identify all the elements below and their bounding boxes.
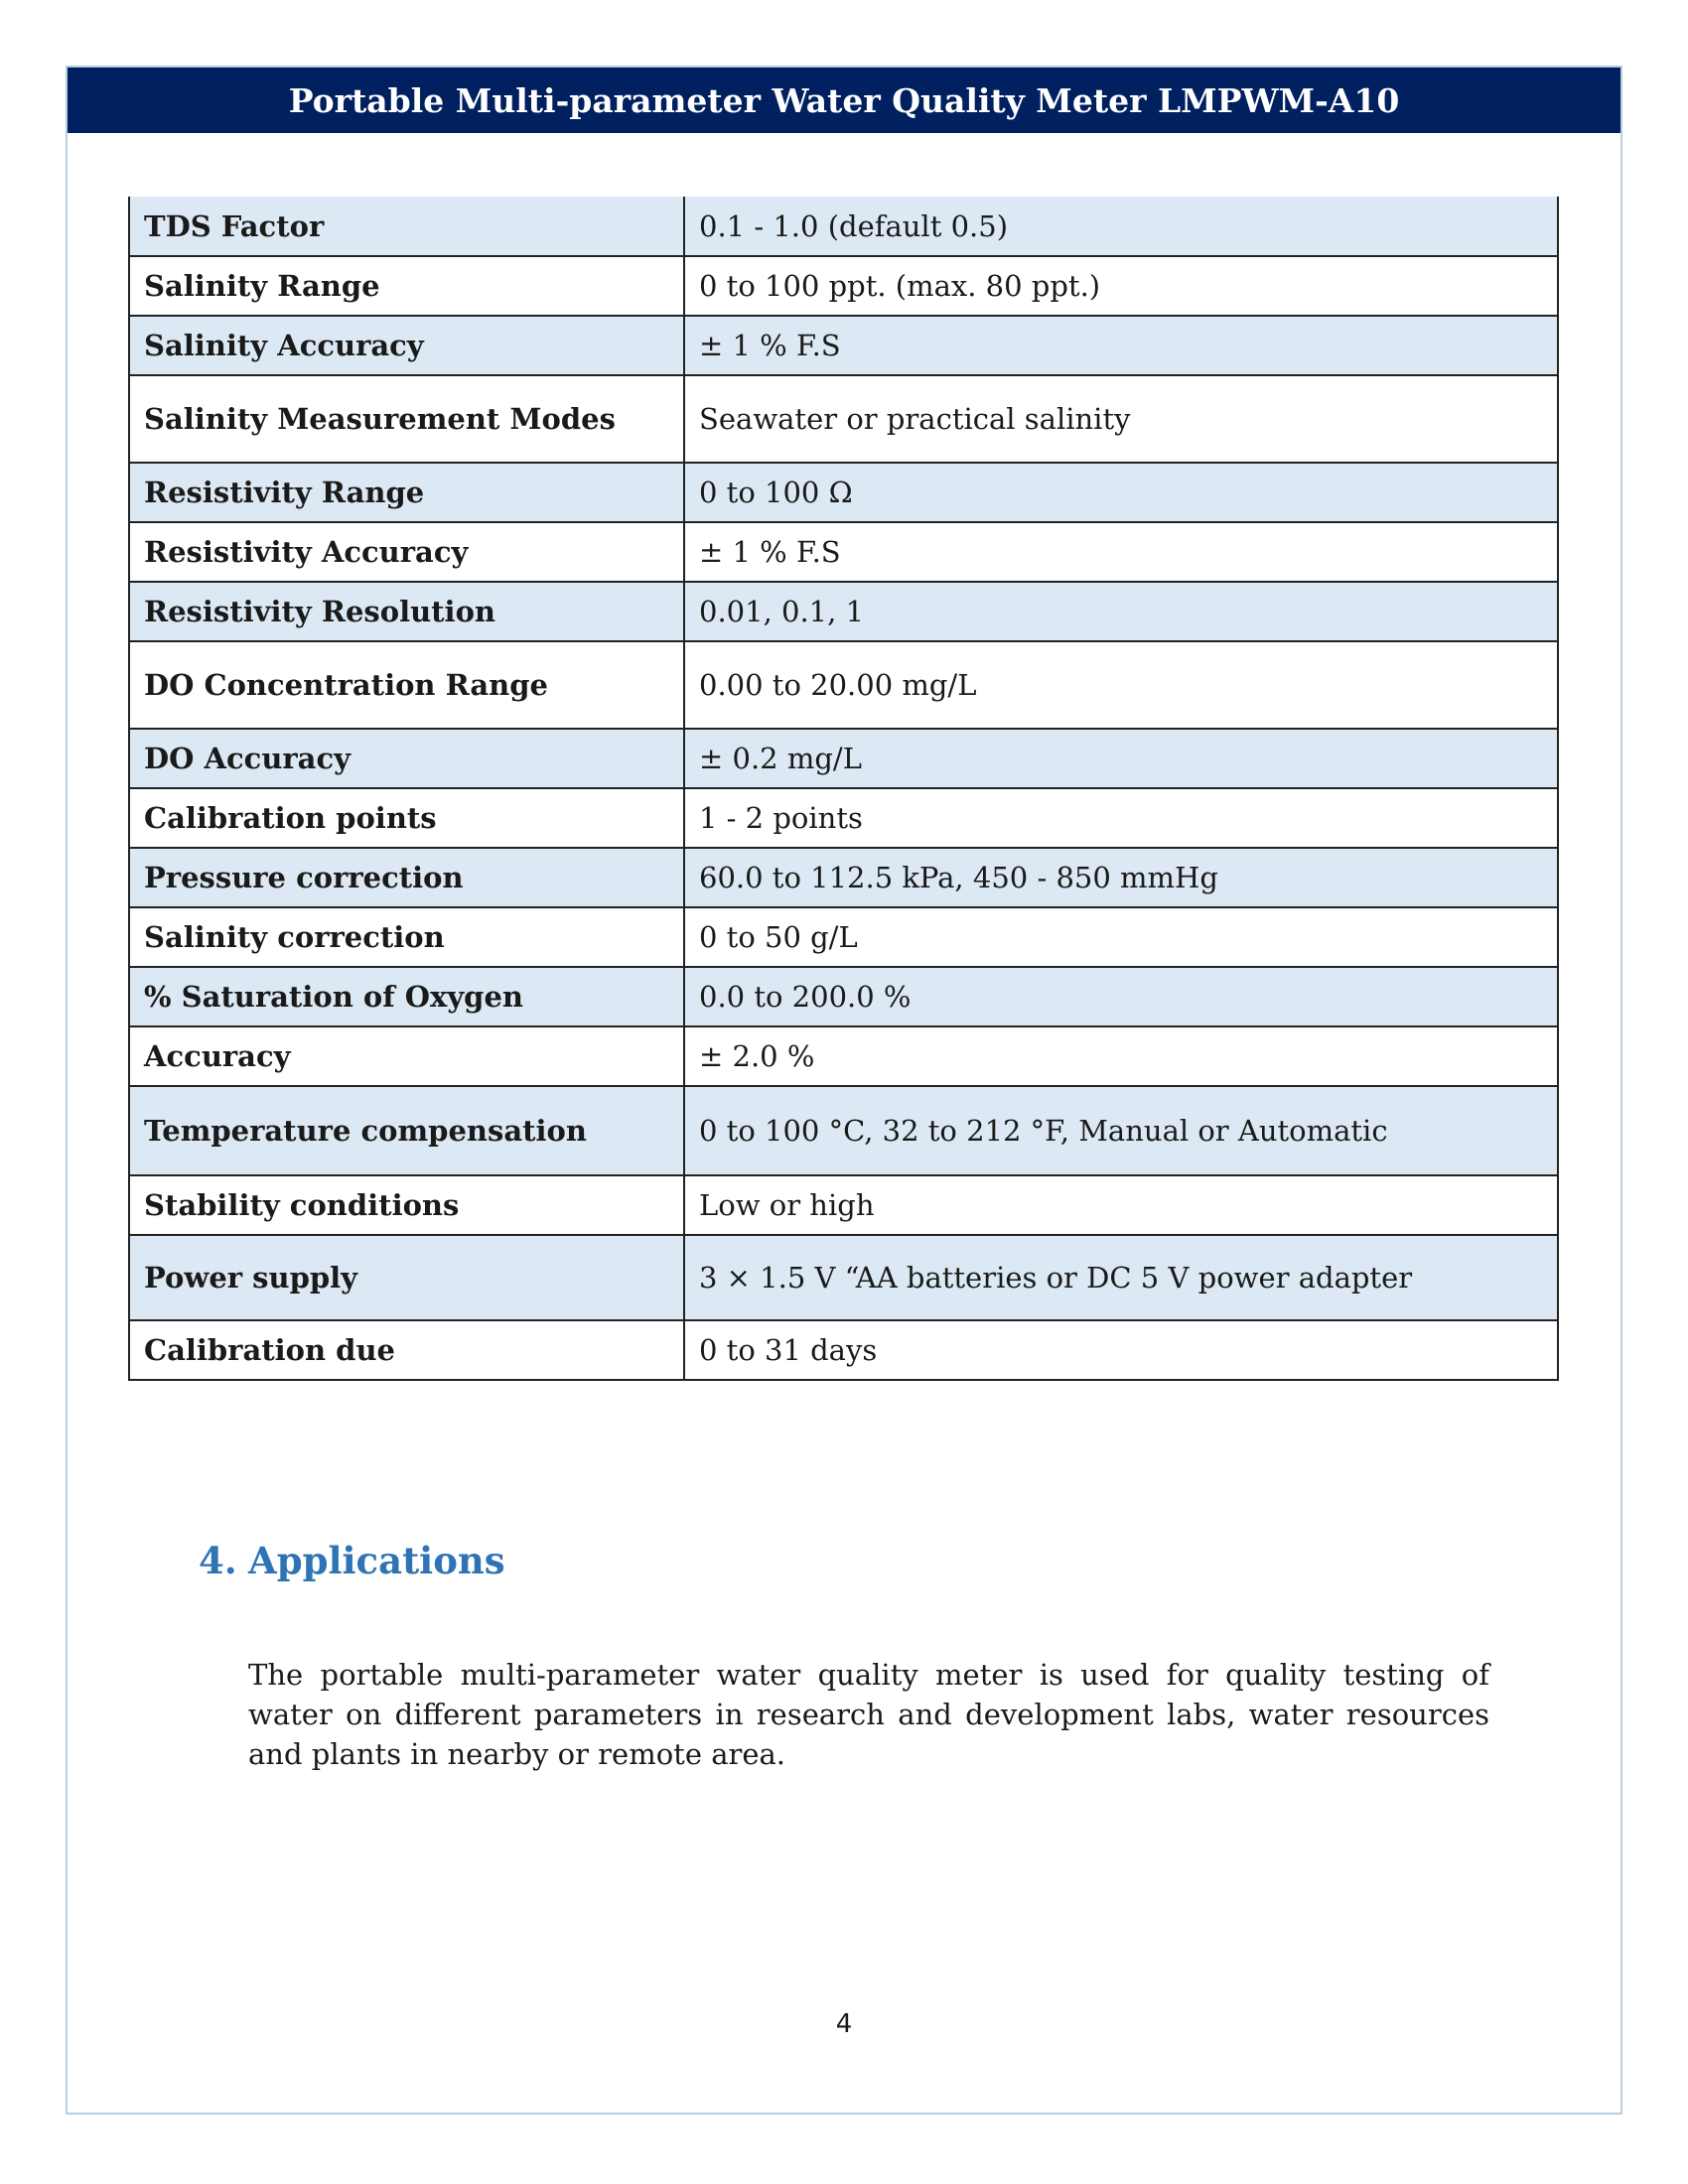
document-title-bar <box>68 68 1620 133</box>
parameter-cell: Salinity Measurement Modes <box>129 375 684 463</box>
table-row <box>129 463 1558 522</box>
parameter-cell: DO Concentration Range <box>129 641 684 729</box>
table-row <box>129 197 1558 256</box>
value-cell: 0.0 to 200.0 % <box>684 967 1558 1026</box>
table-row <box>129 1320 1558 1380</box>
parameter-cell: Power supply <box>129 1235 684 1320</box>
value-cell: 0 to 50 g/L <box>684 907 1558 967</box>
parameter-cell: Calibration due <box>129 1320 684 1380</box>
table-row <box>129 1235 1558 1320</box>
parameter-cell: Temperature compensation <box>129 1086 684 1175</box>
value-cell: 0.1 - 1.0 (default 0.5) <box>684 197 1558 256</box>
table-row <box>129 522 1558 582</box>
parameter-cell: Pressure correction <box>129 848 684 907</box>
value-cell: 1 - 2 points <box>684 788 1558 848</box>
table-row <box>129 729 1558 788</box>
value-cell: ± 1 % F.S <box>684 522 1558 582</box>
value-cell: ± 2.0 % <box>684 1026 1558 1086</box>
parameter-cell: Resistivity Range <box>129 463 684 522</box>
value-cell: 0 to 100 Ω <box>684 463 1558 522</box>
table-row <box>129 641 1558 729</box>
parameter-cell: % Saturation of Oxygen <box>129 967 684 1026</box>
parameter-cell: Accuracy <box>129 1026 684 1086</box>
parameter-cell: Calibration points <box>129 788 684 848</box>
parameter-cell: Salinity Accuracy <box>129 316 684 375</box>
table-row <box>129 1175 1558 1235</box>
section-number: 4. <box>199 1539 237 1582</box>
value-cell: ± 0.2 mg/L <box>684 729 1558 788</box>
value-cell: 0 to 31 days <box>684 1320 1558 1380</box>
table-row <box>129 375 1558 463</box>
value-cell: 0 to 100 °C, 32 to 212 °F, Manual or Automatic <box>684 1086 1558 1175</box>
parameter-cell: DO Accuracy <box>129 729 684 788</box>
page-number: 4 <box>835 2009 853 2039</box>
table-row <box>129 848 1558 907</box>
parameter-cell: Salinity Range <box>129 256 684 316</box>
table-row <box>129 1026 1558 1086</box>
value-cell: Seawater or practical salinity <box>684 375 1558 463</box>
value-cell: 0.00 to 20.00 mg/L <box>684 641 1558 729</box>
value-cell: 60.0 to 112.5 kPa, 450 - 850 mmHg <box>684 848 1558 907</box>
parameter-cell: Stability conditions <box>129 1175 684 1235</box>
parameter-cell: TDS Factor <box>129 197 684 256</box>
value-cell: 0 to 100 ppt. (max. 80 ppt.) <box>684 256 1558 316</box>
table-row <box>129 316 1558 375</box>
table-row <box>129 967 1558 1026</box>
table-row <box>129 256 1558 316</box>
parameter-cell: Resistivity Accuracy <box>129 522 684 582</box>
value-cell: Low or high <box>684 1175 1558 1235</box>
section-title: Applications <box>248 1539 505 1582</box>
value-cell: 0.01, 0.1, 1 <box>684 582 1558 641</box>
table-row <box>129 582 1558 641</box>
section-heading <box>199 1539 505 1582</box>
parameter-cell: Salinity correction <box>129 907 684 967</box>
table-row <box>129 907 1558 967</box>
specification-table <box>128 197 1559 1381</box>
table-row <box>129 1086 1558 1175</box>
section-paragraph: The portable multi-parameter water quality meter is used for quality testing of water on different parameters in research and development labs, water resources and plants in nearby or remote area. <box>248 1658 1489 1771</box>
document-title: Portable Multi-parameter Water Quality Meter LMPWM-A10 <box>288 80 1400 120</box>
parameter-cell: Resistivity Resolution <box>129 582 684 641</box>
value-cell: 3 × 1.5 V “AA batteries or DC 5 V power adapter <box>684 1235 1558 1320</box>
value-cell: ± 1 % F.S <box>684 316 1558 375</box>
table-row <box>129 788 1558 848</box>
